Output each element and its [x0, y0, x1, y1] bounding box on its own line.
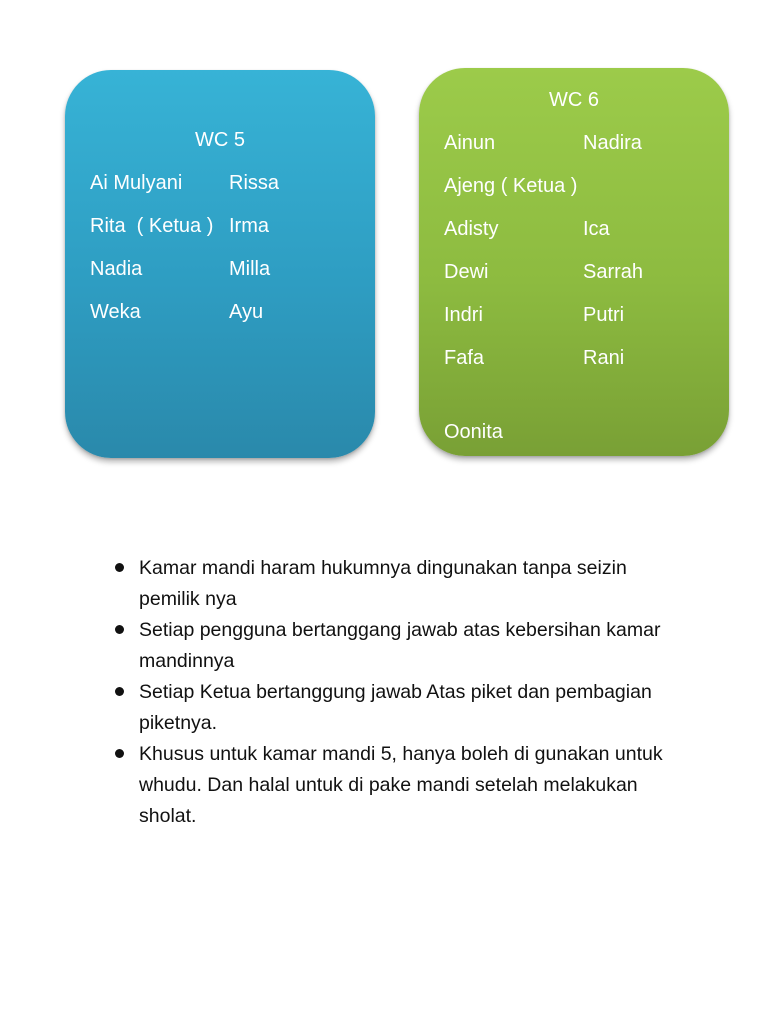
wc6-title: WC 6	[549, 89, 599, 111]
bullet-icon	[115, 749, 124, 758]
wc6-name: Oonita	[444, 421, 503, 443]
wc6-name: Fafa	[444, 347, 485, 369]
rules-list	[112, 553, 692, 832]
wc6-name: Ainun	[444, 132, 496, 154]
wc5-title: WC 5	[195, 129, 245, 151]
wc6-name: Ajeng ( Ketua )	[444, 175, 578, 197]
wc6-name: Indri	[444, 304, 483, 326]
wc6-name: Adisty	[444, 218, 499, 240]
wc5-name: Ayu	[229, 301, 264, 323]
wc6-card	[419, 68, 729, 456]
wc5-name: Rita ( Ketua )	[90, 215, 214, 237]
wc5-name: Weka	[90, 301, 141, 323]
wc6-name: Putri	[583, 304, 625, 326]
wc5-card	[65, 70, 375, 458]
wc6-name: Rani	[583, 347, 625, 369]
rule-text: Setiap pengguna bertanggang jawab atas kebersihan kamar mandinnya	[139, 619, 661, 672]
rule-text: Kamar mandi haram hukumnya dingunakan tanpa seizin pemilik nya	[139, 557, 627, 610]
rule-item	[112, 553, 692, 615]
rule-item	[112, 615, 692, 677]
wc6-name: Sarrah	[583, 261, 644, 283]
rule-text: Setiap Ketua bertanggung jawab Atas piket dan pembagian piketnya.	[139, 681, 652, 734]
wc5-name: Nadia	[90, 258, 143, 280]
wc5-name: Milla	[229, 258, 271, 280]
wc6-name: Nadira	[583, 132, 642, 154]
wc6-name: Dewi	[444, 261, 489, 283]
bullet-icon	[115, 687, 124, 696]
rule-item	[112, 739, 692, 832]
wc6-name: Ica	[583, 218, 610, 240]
bullet-icon	[115, 563, 124, 572]
wc5-name: Ai Mulyani	[90, 172, 183, 194]
rule-item	[112, 677, 692, 739]
rule-text: Khusus untuk kamar mandi 5, hanya boleh di gunakan untuk whudu. Dan halal untuk di pake mandi setelah melakukan sholat.	[139, 743, 663, 827]
wc5-name: Rissa	[229, 172, 280, 194]
wc5-name: Irma	[229, 215, 269, 237]
bullet-icon	[115, 625, 124, 634]
